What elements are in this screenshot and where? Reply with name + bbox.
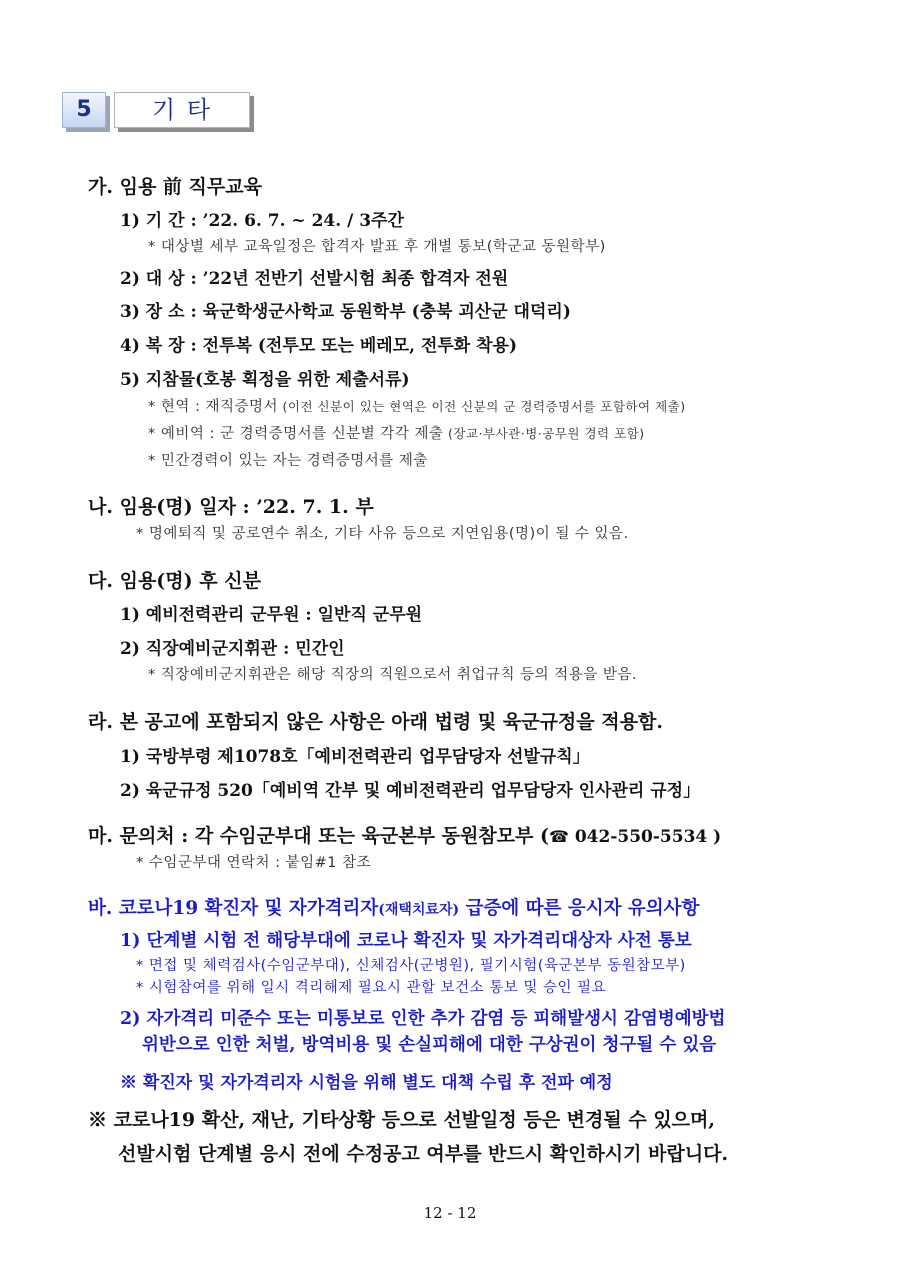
ga-item-4: 4) 복 장 : 전투복 (전투모 또는 베레모, 전투화 착용)	[120, 336, 518, 356]
da-note: * 직장예비군지휘관은 해당 직장의 직원으로서 취업규칙 등의 적용을 받음.	[148, 667, 637, 683]
phone-icon: ☎	[548, 827, 569, 846]
ga-note-reserve	[148, 422, 645, 443]
ma-phone: 042-550-5534 )	[568, 827, 722, 847]
ba-notice: ※ 확진자 및 자가격리자 시험을 위해 별도 대책 수립 후 전파 예정	[120, 1073, 613, 1093]
da-item-2: 2) 직장예비군지휘관 : 민간인	[120, 639, 345, 659]
final-notice-line-1: ※ 코로나19 확산, 재난, 기타상황 등으로 선발일정 등은 변경될 수 있으며,	[88, 1109, 715, 1131]
da-item-1: 1) 예비전력관리 군무원 : 일반직 군무원	[120, 605, 423, 625]
heading-ra: 라. 본 공고에 포함되지 않은 사항은 아래 법령 및 육군규정을 적용함.	[88, 711, 663, 733]
note-small: (장교·부사관·병·공무원 경력 포함)	[443, 426, 645, 441]
ga-item-3: 3) 장 소 : 육군학생군사학교 동원학부 (충북 괴산군 대덕리)	[120, 302, 571, 322]
section-title: 기 타	[114, 92, 250, 128]
na-note: * 명예퇴직 및 공로연수 취소, 기타 사유 등으로 지연임용(명)이 될 수 있음.	[136, 526, 629, 542]
ra-item-2: 2) 육군규정 520「예비역 간부 및 예비전력관리 업무담당자 인사관리 규정」	[120, 781, 701, 801]
ba-item-2-line-1: 2) 자가격리 미준수 또는 미통보로 인한 추가 감염 등 피해발생시 감염병예방법	[120, 1009, 726, 1029]
heading-ga: 가. 임용 前 직무교육	[88, 176, 262, 198]
ga-note-civil	[148, 449, 428, 470]
note-small: (이전 신분이 있는 현역은 이전 신분의 군 경력증명서를 포함하여 제출)	[278, 399, 686, 414]
ra-item-1: 1) 국방부령 제1078호「예비전력관리 업무담당자 선발규칙」	[120, 747, 590, 767]
ba-heading-pre: 바. 코로나19 확진자 및 자가격리자	[88, 898, 379, 919]
ga-item-5: 5) 지참물(호봉 획정을 위한 제출서류)	[120, 370, 410, 390]
final-notice-line-2: 선발시험 단계별 응시 전에 수정공고 여부를 반드시 확인하시기 바랍니다.	[118, 1143, 729, 1165]
ma-heading-text: 마. 문의처 : 각 수임군부대 또는 육군본부 동원참모부 (	[88, 825, 549, 847]
ga-item-2: 2) 대 상 : ’22년 전반기 선발시험 최종 합격자 전원	[120, 269, 509, 289]
heading-ba	[88, 894, 699, 920]
ba-note-2: * 시험참여를 위해 일시 격리해제 필요시 관할 보건소 통보 및 승인 필요	[136, 980, 607, 996]
page-number: 12 - 12	[423, 1204, 477, 1222]
ba-item-2-line-2: 위반으로 인한 처벌, 방역비용 및 손실피해에 대한 구상권이 청구될 수 있음	[142, 1035, 717, 1055]
ma-note: * 수임군부대 연락처 : 붙임#1 참조	[136, 855, 372, 871]
heading-da: 다. 임용(명) 후 신분	[88, 570, 261, 592]
ga-item-1: 1) 기 간 : ’22. 6. 7. ~ 24. / 3주간	[120, 211, 404, 231]
note-main: * 현역 : 재직증명서	[148, 399, 279, 415]
section-number-badge: 5	[62, 92, 106, 128]
note-main: * 예비역 : 군 경력증명서를 신분별 각각 제출	[148, 426, 444, 442]
heading-na: 나. 임용(명) 일자 : ’22. 7. 1. 부	[88, 496, 374, 518]
ba-heading-small: (재택치료자)	[378, 902, 460, 918]
heading-ma	[88, 821, 721, 848]
note-main: * 민간경력이 있는 자는 경력증명서를 제출	[148, 453, 428, 469]
ba-item-1: 1) 단계별 시험 전 해당부대에 코로나 확진자 및 자가격리대상자 사전 통보	[120, 931, 692, 951]
ga-note-schedule: * 대상별 세부 교육일정은 합격자 발표 후 개별 통보(학군교 동원학부)	[148, 239, 606, 255]
ga-note-active	[148, 395, 686, 416]
ba-heading-post: 급증에 따른 응시자 유의사항	[459, 898, 700, 919]
ba-note-1: * 면접 및 체력검사(수임군부대), 신체검사(군병원), 필기시험(육군본부 동원참모부)	[136, 958, 686, 974]
